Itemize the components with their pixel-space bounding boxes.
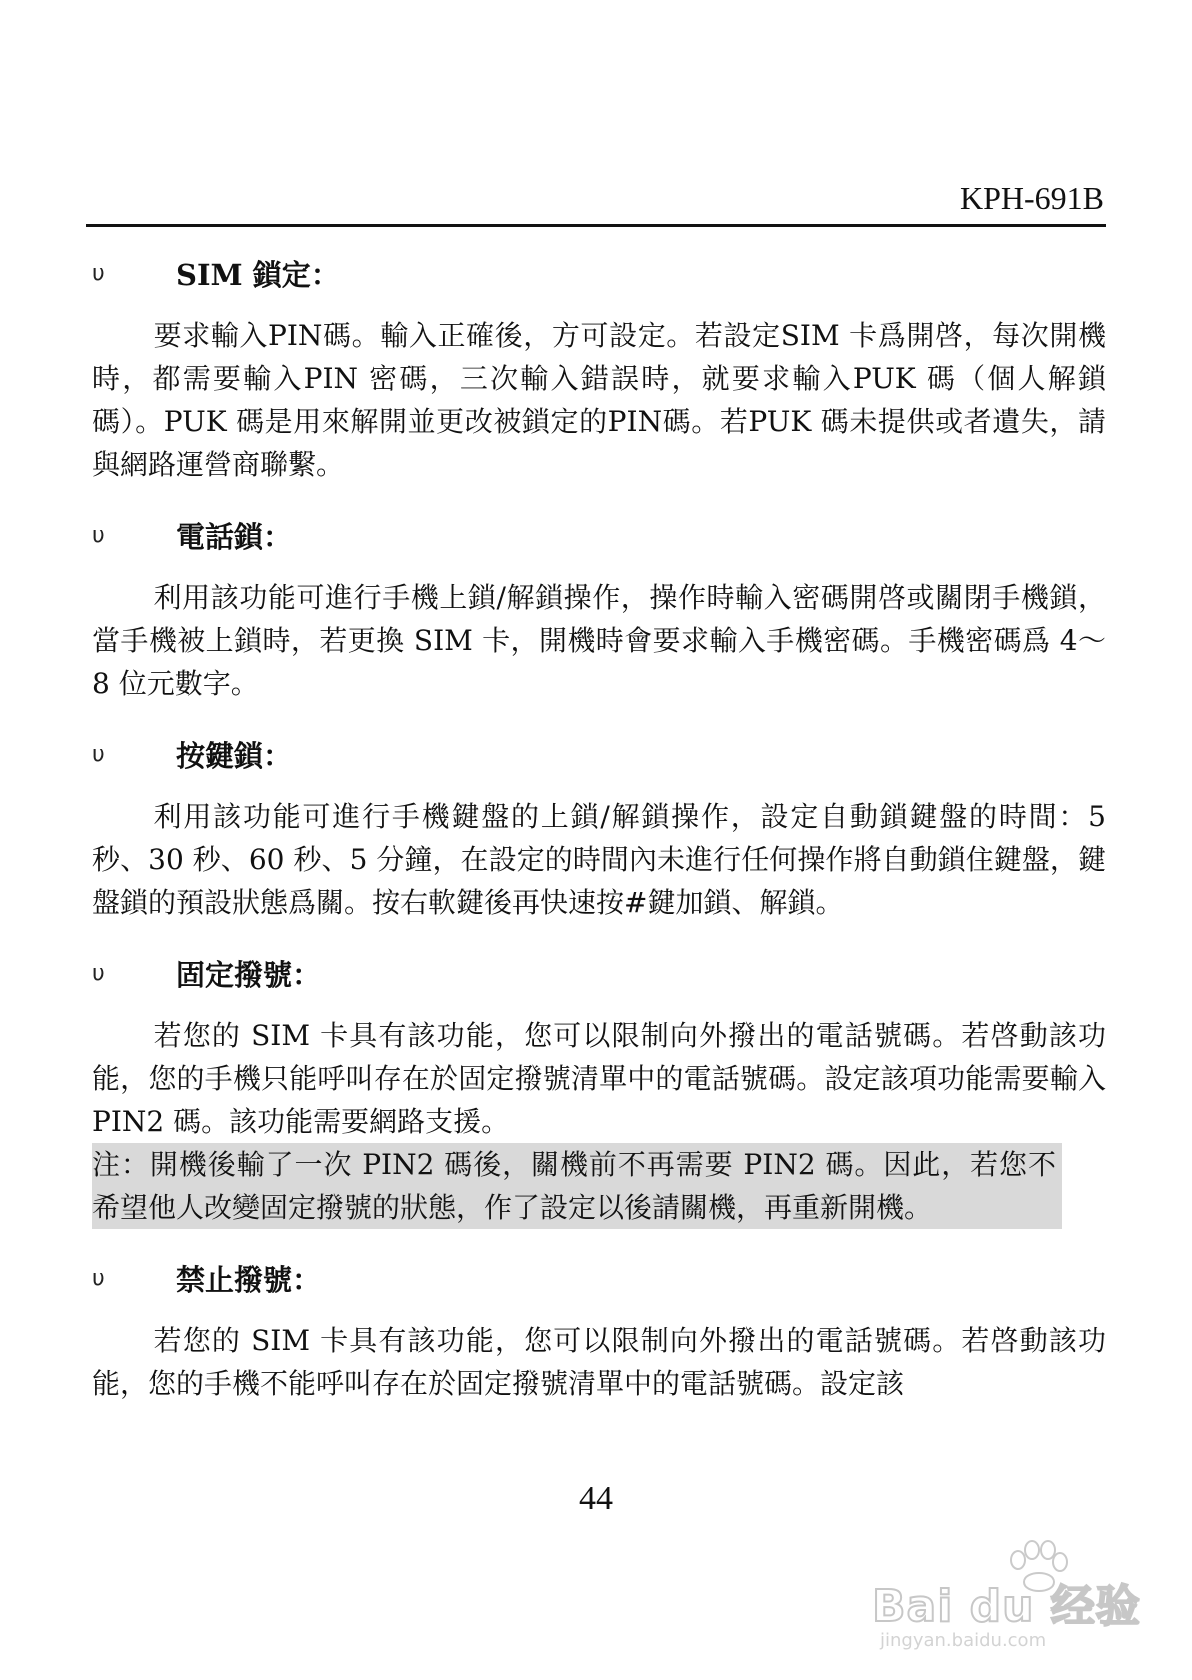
section-paragraph: 要求輸入PIN碼。輸入正確後，方可設定。若設定SIM 卡爲開啓，每次開機時，都需要輸入PIN 密碼，三次輸入錯誤時，就要求輸入PUK 碼（個人解鎖碼）。PUK 碼是用來解開並更改被鎖定的PIN碼。若PUK 碼未提供或者遺失，請與網路運營商聯繫。 xyxy=(92,319,1106,481)
section-title: 按鍵鎖： xyxy=(176,738,293,773)
bullet-icon: υ xyxy=(92,960,105,986)
section-barred-dialing xyxy=(92,1255,1106,1405)
header-divider xyxy=(86,224,1106,227)
section-heading xyxy=(92,950,1106,996)
highlighted-note: 注：開機後輸了一次 PIN2 碼後，關機前不再需要 PIN2 碼。因此，若您不希望他人改變固定撥號的狀態，作了設定以後請關機，再重新開機。 xyxy=(92,1143,1062,1229)
section-paragraph: 若您的 SIM 卡具有該功能，您可以限制向外撥出的電話號碼。若啓動該功能，您的手機不能呼叫存在於固定撥號清單中的電話號碼。設定該 xyxy=(92,1324,1106,1400)
section-heading xyxy=(92,1255,1106,1301)
baidu-watermark xyxy=(852,1538,1152,1651)
bullet-icon: υ xyxy=(92,741,105,767)
section-heading xyxy=(92,731,1106,777)
section-sim-lock xyxy=(92,250,1106,486)
section-title: 禁止撥號： xyxy=(176,1262,322,1297)
section-title: 電話鎖： xyxy=(176,519,293,554)
section-fixed-dialing xyxy=(92,950,1106,1229)
watermark-logo-text: Bai du 经验 xyxy=(872,1581,1141,1632)
watermark-url: jingyan.baidu.com xyxy=(880,1630,1047,1651)
bullet-icon: υ xyxy=(92,1265,105,1291)
section-paragraph: 若您的 SIM 卡具有該功能，您可以限制向外撥出的電話號碼。若啓動該功能，您的手機只能呼叫存在於固定撥號清單中的電話號碼。設定該項功能需要輸入 PIN2 碼。該功能需要網路支援。 xyxy=(92,1019,1106,1138)
page-number: 44 xyxy=(579,1480,613,1517)
document-body xyxy=(92,250,1106,1431)
section-heading xyxy=(92,250,1106,296)
document-model-number: KPH-691B xyxy=(959,180,1104,216)
section-keypad-lock xyxy=(92,731,1106,924)
bullet-icon: υ xyxy=(92,522,105,548)
section-heading xyxy=(92,512,1106,558)
section-phone-lock xyxy=(92,512,1106,705)
bullet-icon: υ xyxy=(92,260,105,286)
section-paragraph: 利用該功能可進行手機鍵盤的上鎖/解鎖操作，設定自動鎖鍵盤的時間：5 秒、30 秒、60 秒、5 分鐘，在設定的時間內未進行任何操作將自動鎖住鍵盤，鍵盤鎖的預設狀態爲關。按右軟鍵後再快速按#鍵加鎖、解鎖。 xyxy=(92,800,1106,919)
section-title: 固定撥號： xyxy=(176,957,322,992)
section-title: SIM 鎖定： xyxy=(176,257,340,292)
section-paragraph: 利用該功能可進行手機上鎖/解鎖操作，操作時輸入密碼開啓或關閉手機鎖，當手機被上鎖時，若更換 SIM 卡，開機時會要求輸入手機密碼。手機密碼爲 4～8 位元數字。 xyxy=(92,581,1106,700)
